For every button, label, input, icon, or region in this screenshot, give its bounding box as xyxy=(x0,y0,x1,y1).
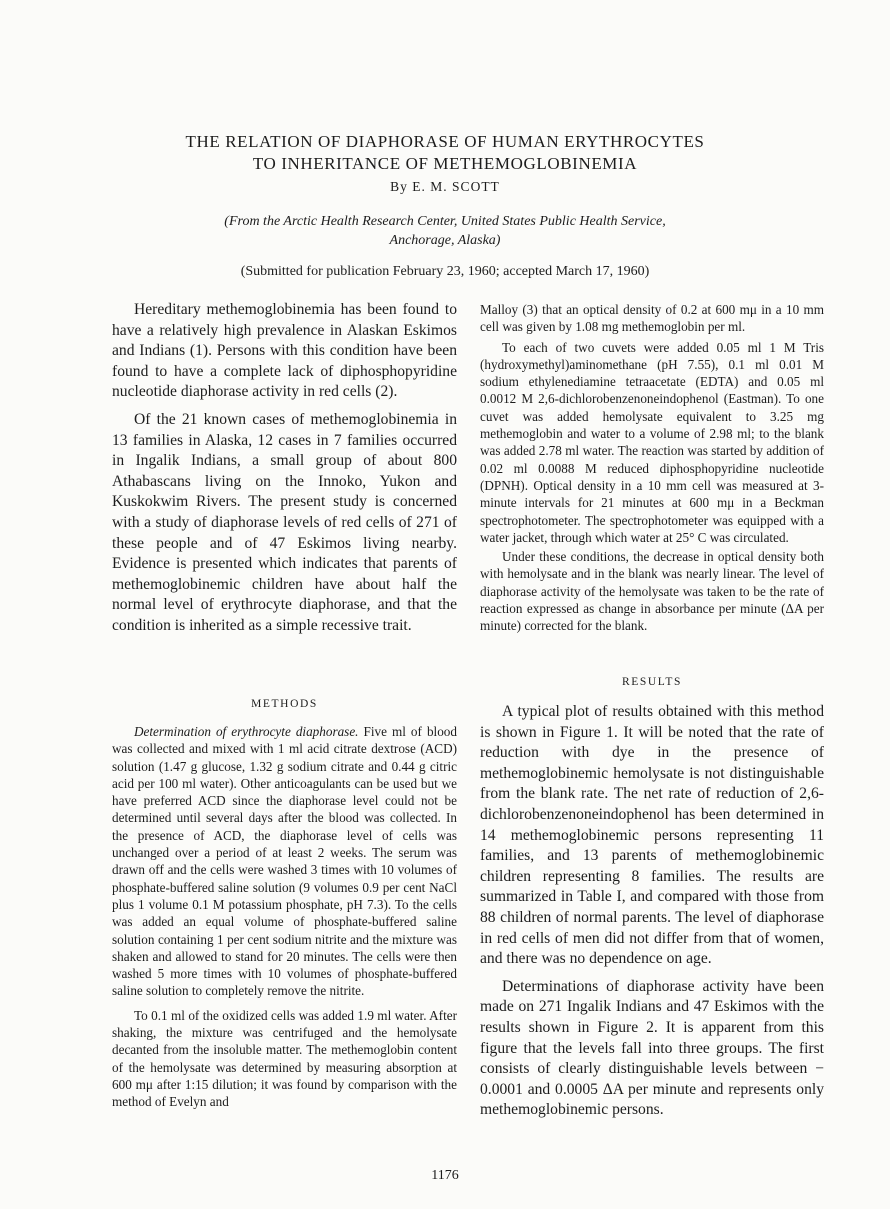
results-paragraph-2: Determinations of diaphorase activity have been made on 271 Ingalik Indians and 47 Eskimos with the results shown in Figure 2. It is apparent from this figure that the levels fall into three groups. The first consists of clearly distinguishable levels between − 0.0001 and 0.0005 ΔA per minute and represents only methemoglobinemic persons. xyxy=(480,977,824,1119)
page-number: 1176 xyxy=(431,1168,459,1183)
intro-paragraph-2: Of the 21 known cases of methemoglobinemia in 13 families in Alaska, 12 cases in 7 families occurred in Ingalik Indians, a small group of about 800 Athabascans living on the Innoko, Yukon and Kuskokwim Rivers. The present study is concerned with a study of diaphorase levels of red cells of 271 of these people and of 47 Eskimos living nearby. Evidence is presented which indicates that parents of methemoglobinemic children have about half the normal level of erythrocyte diaphorase, and that the condition is inherited as a simple recessive trait. xyxy=(112,410,457,634)
title-line-2: TO INHERITANCE OF METHEMOGLOBINEMIA xyxy=(252,154,638,173)
methods-paragraph-4: Under these conditions, the decrease in optical density both with hemolysate and in the blank was nearly linear. The level of diaphorase activity of the hemolysate was taken to be the rate of reaction expressed as change in absorbance per minute (ΔA per minute) corrected for the blank. xyxy=(480,549,824,634)
methods-paragraph-2-continued: Malloy (3) that an optical density of 0.2 at 600 mμ in a 10 mm cell was given by 1.08 mg methemoglobin per ml. xyxy=(480,302,824,335)
right-column-results xyxy=(480,676,824,1121)
affiliation xyxy=(160,212,730,250)
title-line-1: THE RELATION OF DIAPHORASE OF HUMAN ERYTHROCYTES xyxy=(185,132,705,151)
intro-paragraph-1: Hereditary methemoglobinemia has been found to have a relatively high prevalence in Alaskan Eskimos and Indians (1). Persons with this condition have been found to have a complete lack of diphosphopyridine nucleotide diaphorase activity in red cells (2). xyxy=(112,301,457,401)
submission-dates: (Submitted for publication February 23, 1960; accepted March 17, 1960) xyxy=(240,264,650,279)
affiliation-line-2: Anchorage, Alaska) xyxy=(389,233,501,248)
methods-subheading: Determination of erythrocyte diaphorase. xyxy=(134,724,359,739)
right-column-methods xyxy=(480,301,824,635)
article-title xyxy=(100,131,790,175)
results-heading: RESULTS xyxy=(622,676,682,688)
methods-paragraph-1 xyxy=(112,723,457,1000)
methods-paragraph-3: To each of two cuvets were added 0.05 ml 1 M Tris (hydroxymethyl)aminomethane (pH 7.55), 0.1 ml 0.01 M sodium ethylenediamine tetraacetate (EDTA) and 0.05 ml 0.0012 M 2,6-dichlorobenzenoneindophenol (Eastman). To one cuvet was added hemolysate equivalent to 3.25 mg methemoglobin and water to a volume of 2.98 ml; to the blank was added 2.78 ml water. The reaction was started by addition of 0.02 ml 0.0088 M reduced diphosphopyridine nucleotide (DPNH). Optical density in a 10 mm cell was measured at 3-minute intervals for 21 minutes at 600 mμ in a Beckman spectrophotometer. The spectrophotometer was equipped with a water jacket, through which water at 25° C was circulated. xyxy=(480,339,824,545)
results-paragraph-1: A typical plot of results obtained with this method is shown in Figure 1. It will be noted that the rate of reduction with dye in the presence of methemoglobinemic hemolysate is not distinguishable from the blank rate. The net rate of reduction of 2,6-dichlorobenzenoneindophenol has been determined in 14 methemoglobinemic persons representing 11 families, and 13 parents of methemoglobinemic children representing 8 families. The results are summarized in Table I, and compared with those from 88 children of normal parents. The level of diaphorase in red cells of men did not differ from that of women, and there was no dependence on age. xyxy=(480,703,824,968)
methods-heading: METHODS xyxy=(251,698,318,710)
author-line: By E. M. SCOTT xyxy=(390,179,500,194)
methods-paragraph-1-text: Five ml of blood was collected and mixed with 1 ml acid citrate dextrose (ACD) solution (1.47 g glucose, 1.32 g sodium citrate and 0.44 g citric acid per 100 ml water). Other anticoagulants can be used but we have preferred ACD since the diaphorase level could not be determined until several days after the blood was collected. In the presence of ACD, the diaphorase level of cells was unchanged over a period of at least 2 weeks. The serum was drawn off and the cells were washed 3 times with 10 volumes of phosphate-buffered saline solution (9 volumes 0.9 per cent NaCl plus 1 volume 0.1 M potassium phosphate, pH 7.3). To the cells was added an equal volume of phosphate-buffered saline solution containing 1 per cent sodium nitrite and the mixture was shaken and allowed to stand for 20 minutes. The cells were then washed 5 more times with 10 volumes of phosphate-buffered saline solution to completely remove the nitrite. xyxy=(112,724,457,999)
affiliation-line-1: (From the Arctic Health Research Center, United States Public Health Service, xyxy=(224,214,666,229)
left-column-intro xyxy=(112,300,457,637)
left-column-methods xyxy=(112,698,457,1111)
methods-paragraph-2: To 0.1 ml of the oxidized cells was added 1.9 ml water. After shaking, the mixture was centrifuged and the hemolysate decanted from the insoluble matter. The methemoglobin content of the hemolysate was determined by measuring absorption at 600 mμ after 1:15 dilution; it was found by comparison with the method of Evelyn and xyxy=(112,1007,457,1110)
